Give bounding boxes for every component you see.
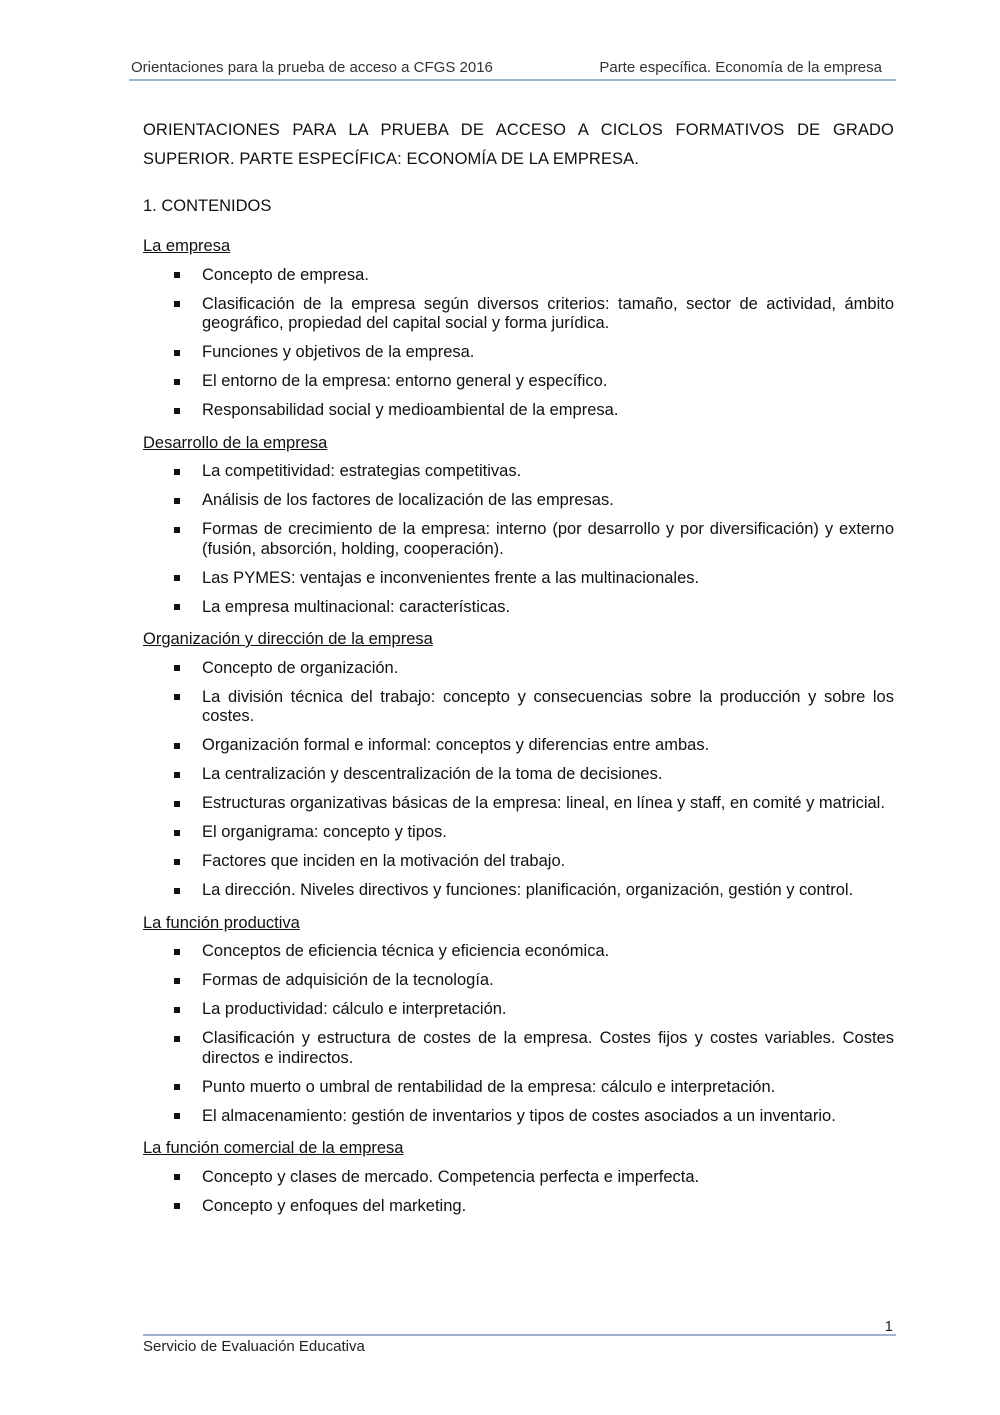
list-item (143, 852, 894, 872)
list-item (143, 462, 894, 482)
title-line-2: SUPERIOR. PARTE ESPECÍFICA: ECONOMÍA DE LA EMPRESA. (143, 150, 639, 168)
list-item-text: La división técnica del trabajo: concepto y consecuencias sobre la producción y sobre los costes. (202, 687, 894, 725)
list-item-text: Formas de crecimiento de la empresa: interno (por desarrollo y por diversificación) y externo (fusión, absorción, holding, cooperación). (202, 520, 894, 558)
square-bullet-icon (174, 859, 180, 865)
footer-divider (143, 1334, 896, 1336)
square-bullet-icon (174, 469, 180, 475)
square-bullet-icon (174, 1036, 180, 1042)
square-bullet-icon (174, 888, 180, 894)
list-item (143, 1000, 894, 1020)
list-item-text: La centralización y descentralización de la toma de decisiones. (202, 765, 663, 783)
title-line-1: ORIENTACIONES PARA LA PRUEBA DE ACCESO A CICLOS FORMATIVOS DE GRADO (143, 121, 894, 139)
square-bullet-icon (174, 575, 180, 581)
list-item (143, 765, 894, 785)
list-item-text: El organigrama: concepto y tipos. (202, 823, 447, 841)
list-item (143, 794, 894, 814)
list-item (143, 942, 894, 962)
square-bullet-icon (174, 604, 180, 610)
square-bullet-icon (174, 408, 180, 414)
content-group (143, 236, 894, 421)
square-bullet-icon (174, 665, 180, 671)
list-item-text: Conceptos de eficiencia técnica y eficiencia económica. (202, 942, 610, 960)
list-item (143, 823, 894, 843)
list-item (143, 372, 894, 392)
bullet-list (143, 942, 894, 1126)
list-item (143, 659, 894, 679)
square-bullet-icon (174, 498, 180, 504)
list-item-text: La dirección. Niveles directivos y funciones: planificación, organización, gestión y control. (202, 881, 854, 899)
list-item-text: Clasificación de la empresa según diversos criterios: tamaño, sector de actividad, ámbito geográfico, propiedad del capital social y forma jurídica. (202, 294, 894, 332)
list-item (143, 266, 894, 286)
list-item (143, 491, 894, 511)
list-item (143, 1029, 894, 1068)
list-item-text: Punto muerto o umbral de rentabilidad de la empresa: cálculo e interpretación. (202, 1077, 776, 1096)
square-bullet-icon (174, 301, 180, 307)
content-group (143, 629, 894, 901)
page-header (129, 58, 896, 81)
list-item (143, 520, 894, 559)
square-bullet-icon (174, 1174, 180, 1180)
square-bullet-icon (174, 949, 180, 955)
bullet-list (143, 462, 894, 617)
subsection-heading: Organización y dirección de la empresa (143, 630, 433, 648)
square-bullet-icon (174, 743, 180, 749)
header-left-text: Orientaciones para la prueba de acceso a CFGS 2016 (131, 59, 493, 76)
list-item (143, 736, 894, 756)
square-bullet-icon (174, 801, 180, 807)
list-item (143, 295, 894, 334)
list-item-text: La competitividad: estrategias competitivas. (202, 462, 522, 480)
square-bullet-icon (174, 1007, 180, 1013)
list-item-text: Organización formal e informal: conceptos y diferencias entre ambas. (202, 736, 710, 754)
list-item (143, 1197, 894, 1217)
list-item-text: El entorno de la empresa: entorno general y específico. (202, 372, 608, 390)
square-bullet-icon (174, 978, 180, 984)
content-group (143, 433, 894, 618)
list-item (143, 1168, 894, 1188)
list-item-text: El almacenamiento: gestión de inventarios y tipos de costes asociados a un inventario. (202, 1106, 836, 1125)
list-item (143, 881, 894, 901)
subsection-heading: La función productiva (143, 913, 300, 932)
bullet-list (143, 659, 894, 901)
subsection-heading: La función comercial de la empresa (143, 1139, 404, 1157)
section-heading: 1. CONTENIDOS (143, 197, 272, 215)
subsection-heading: La empresa (143, 237, 231, 255)
list-item (143, 971, 894, 991)
page-number: 1 (884, 1318, 893, 1335)
footer-text: Servicio de Evaluación Educativa (143, 1338, 365, 1355)
content-group (143, 913, 894, 1127)
list-item-text: Funciones y objetivos de la empresa. (202, 343, 475, 361)
bullet-list (143, 1168, 894, 1217)
content-group (143, 1138, 894, 1216)
document-title (143, 116, 894, 174)
square-bullet-icon (174, 1084, 180, 1090)
square-bullet-icon (174, 379, 180, 385)
list-item-text: La empresa multinacional: características. (202, 597, 511, 616)
list-item-text: Concepto de organización. (202, 658, 399, 677)
list-item-text: Concepto y clases de mercado. Competencia perfecta e imperfecta. (202, 1167, 700, 1186)
square-bullet-icon (174, 830, 180, 836)
list-item-text: Concepto y enfoques del marketing. (202, 1196, 467, 1215)
list-item-text: Las PYMES: ventajas e inconvenientes frente a las multinacionales. (202, 568, 700, 587)
list-item-text: Análisis de los factores de localización de las empresas. (202, 491, 614, 509)
list-item-text: Responsabilidad social y medioambiental de la empresa. (202, 401, 619, 419)
list-item-text: Concepto de empresa. (202, 265, 369, 284)
square-bullet-icon (174, 1203, 180, 1209)
list-item (143, 1107, 894, 1127)
header-right-text: Parte específica. Economía de la empresa (599, 59, 882, 76)
square-bullet-icon (174, 272, 180, 278)
list-item (143, 598, 894, 618)
list-item (143, 569, 894, 589)
square-bullet-icon (174, 350, 180, 356)
list-item-text: Formas de adquisición de la tecnología. (202, 971, 494, 989)
square-bullet-icon (174, 1113, 180, 1119)
list-item (143, 1078, 894, 1098)
list-item-text: Factores que inciden en la motivación del trabajo. (202, 852, 566, 870)
subsection-heading: Desarrollo de la empresa (143, 433, 328, 452)
content-body (143, 236, 894, 1228)
list-item (143, 401, 894, 421)
square-bullet-icon (174, 772, 180, 778)
list-item-text: Estructuras organizativas básicas de la empresa: lineal, en línea y staff, en comité y matricial. (202, 794, 885, 812)
list-item (143, 343, 894, 363)
square-bullet-icon (174, 694, 180, 700)
list-item-text: La productividad: cálculo e interpretación. (202, 1000, 507, 1018)
list-item (143, 688, 894, 727)
square-bullet-icon (174, 527, 180, 533)
bullet-list (143, 266, 894, 421)
list-item-text: Clasificación y estructura de costes de la empresa. Costes fijos y costes variables. Costes directos e indirectos. (202, 1029, 894, 1067)
